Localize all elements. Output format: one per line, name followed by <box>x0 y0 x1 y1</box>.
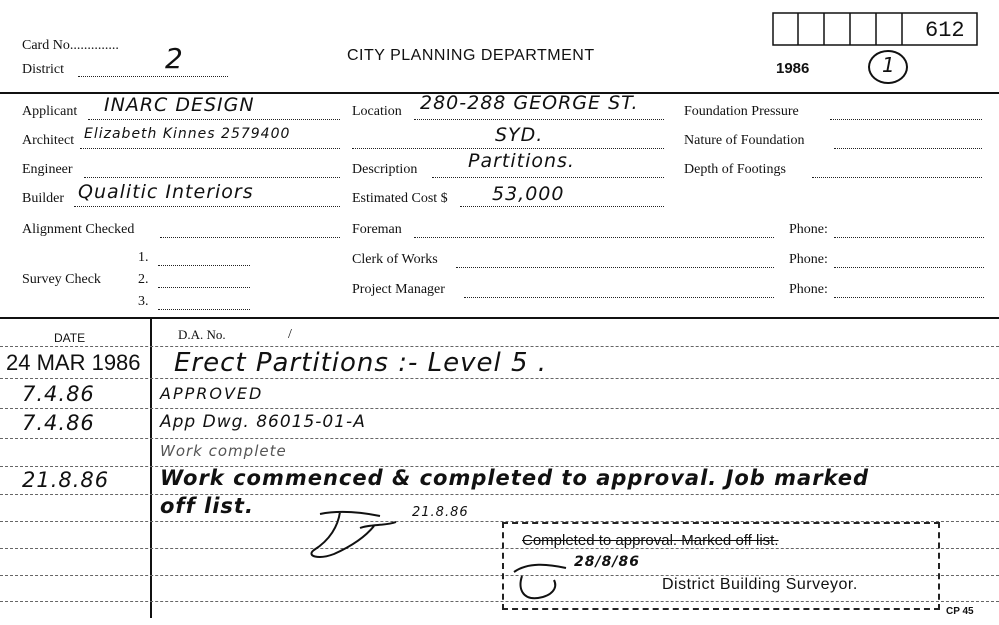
applicant-value: INARC DESIGN <box>104 94 255 116</box>
clerk-label: Clerk of Works <box>352 252 438 267</box>
entry-text-5: Work commenced & completed to approval. Job marked <box>160 466 870 490</box>
description-value: Partitions. <box>468 150 575 172</box>
inspector-signature <box>300 506 410 562</box>
entry-text-1: Erect Partitions :- Level 5 . <box>174 348 548 378</box>
year: 1986 <box>776 60 810 77</box>
applicant-line <box>88 119 340 120</box>
location-line <box>414 119 664 120</box>
survey-item-3: 3. <box>138 294 149 309</box>
foundation-pressure-label: Foundation Pressure <box>684 104 799 119</box>
location-line-2 <box>352 148 664 149</box>
district-line <box>78 76 228 77</box>
survey-line-3 <box>158 309 250 310</box>
circled-mark-value: 1 <box>882 53 896 77</box>
footings-line <box>812 177 982 178</box>
architect-value: Elizabeth Kinnes 2579400 <box>84 126 291 142</box>
engineer-line <box>84 177 340 178</box>
survey-label: Survey Check <box>22 272 101 287</box>
log-rule-2 <box>0 378 999 379</box>
survey-line-1 <box>158 265 250 266</box>
description-line <box>432 177 664 178</box>
foreman-label: Foreman <box>352 222 402 237</box>
stamp-signature-date: 28/8/86 <box>574 554 640 570</box>
builder-line <box>74 206 340 207</box>
stamp-line-2: District Building Surveyor. <box>662 576 858 593</box>
phone-label-2: Phone: <box>789 252 828 267</box>
entry-date-3: 7.4.86 <box>22 411 95 435</box>
applicant-label: Applicant <box>22 104 78 119</box>
entry-text-2: APPROVED <box>160 384 264 403</box>
phone-label-1: Phone: <box>789 222 828 237</box>
foundation-nature-line <box>834 148 982 149</box>
log-rule-4 <box>0 438 999 439</box>
cost-label: Estimated Cost $ <box>352 191 448 206</box>
entry-text-4: Work complete <box>160 442 287 460</box>
location-value: 280-288 GEORGE ST. <box>420 92 639 114</box>
entry-date-1: 24 MAR 1986 <box>6 350 141 375</box>
builder-value: Qualitic Interiors <box>78 181 254 203</box>
engineer-label: Engineer <box>22 162 73 177</box>
card-no-label: Card No.............. <box>22 38 119 53</box>
entry-date-5: 21.8.86 <box>22 468 110 492</box>
pm-label: Project Manager <box>352 282 445 297</box>
foreman-line <box>414 237 774 238</box>
entry-text-3: App Dwg. 86015-01-A <box>160 412 366 432</box>
form-code: CP 45 <box>946 606 974 617</box>
cost-value: 53,000 <box>492 183 565 205</box>
pm-line <box>464 297 774 298</box>
alignment-label: Alignment Checked <box>22 222 135 237</box>
date-header: DATE <box>54 331 86 345</box>
entry-date-2: 7.4.86 <box>22 382 95 406</box>
description-label: Description <box>352 162 418 177</box>
foundation-nature-label: Nature of Foundation <box>684 133 805 148</box>
clerk-line <box>456 267 774 268</box>
architect-line <box>80 148 340 149</box>
da-label: D.A. No. <box>178 327 226 342</box>
page-title: CITY PLANNING DEPARTMENT <box>347 47 595 64</box>
district-value: 2 <box>165 42 184 75</box>
footings-label: Depth of Footings <box>684 162 786 177</box>
builder-label: Builder <box>22 191 64 206</box>
foundation-pressure-line <box>830 119 982 120</box>
card-number: 612 <box>925 18 965 43</box>
architect-label: Architect <box>22 133 75 148</box>
district-label: District <box>22 62 64 77</box>
survey-line-2 <box>158 287 250 288</box>
survey-item-1: 1. <box>138 250 149 265</box>
entry-text-6: off list. <box>160 494 254 518</box>
survey-item-2: 2. <box>138 272 149 287</box>
log-rule-1 <box>0 346 999 347</box>
phone-line-1 <box>834 237 984 238</box>
alignment-line <box>160 237 340 238</box>
phone-line-2 <box>834 267 984 268</box>
log-rule-6 <box>0 494 999 495</box>
signature-date: 21.8.86 <box>412 505 469 520</box>
date-column-divider <box>150 318 152 618</box>
location-value-2: SYD. <box>495 124 544 146</box>
da-value: / <box>288 327 292 342</box>
cost-line <box>460 206 664 207</box>
location-label: Location <box>352 104 402 119</box>
completion-stamp <box>502 522 940 610</box>
stamp-line-1: Completed to approval. Marked off list. <box>522 532 779 549</box>
phone-line-3 <box>834 297 984 298</box>
circled-mark <box>868 50 908 84</box>
log-rule-3 <box>0 408 999 409</box>
stamp-signature <box>508 552 578 606</box>
phone-label-3: Phone: <box>789 282 828 297</box>
